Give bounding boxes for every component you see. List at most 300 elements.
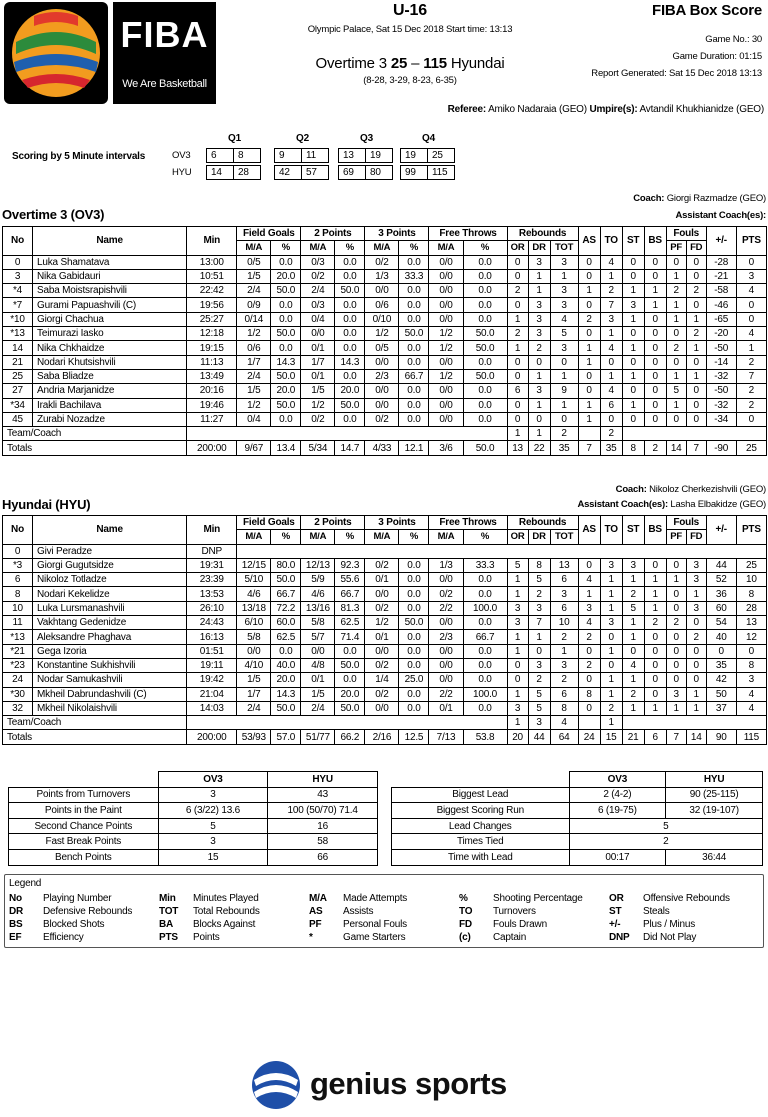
player-stat: 2 <box>550 630 578 644</box>
player-name: Nika Chkhaidze <box>33 341 187 355</box>
legend-desc: Blocks Against <box>193 919 256 930</box>
player-stat: 1/7 <box>237 355 271 369</box>
player-stat: 3 <box>528 384 550 398</box>
legend-desc: Efficiency <box>43 932 84 943</box>
player-stat: 1 <box>528 269 550 283</box>
team-coach-empty <box>578 716 600 730</box>
player-row <box>3 398 767 412</box>
player-stat: 13:53 <box>187 587 237 601</box>
totals-stat: -90 <box>706 441 736 455</box>
player-stat: 24:43 <box>187 616 237 630</box>
player-stat: 71.4 <box>335 630 365 644</box>
player-stat: 0.0 <box>399 558 429 572</box>
legend-abbr: % <box>459 893 468 904</box>
totals-stat: 3/6 <box>429 441 463 455</box>
player-stat: 2 <box>736 355 766 369</box>
player-number: *34 <box>3 398 33 412</box>
legend-title: Legend <box>9 878 42 889</box>
player-stat: 0.0 <box>399 644 429 658</box>
col-subheader-pct: % <box>399 241 429 255</box>
player-stat: 0 <box>666 255 686 269</box>
player-number: *7 <box>3 298 33 312</box>
player-stat: 0/2 <box>365 412 399 426</box>
player-stat: 0 <box>600 630 622 644</box>
player-stat: 0 <box>644 398 666 412</box>
player-row <box>3 573 767 587</box>
player-stat: 100.0 <box>463 687 507 701</box>
player-stat: 5 <box>528 573 550 587</box>
player-stat: 3 <box>600 616 622 630</box>
player-stat: 0.0 <box>399 412 429 426</box>
col-header-name: Name <box>33 516 187 545</box>
player-stat: 8 <box>550 701 578 715</box>
col-subheader-fd: FD <box>686 530 706 544</box>
player-stat: 3 <box>550 255 578 269</box>
player-stat: 5 <box>507 558 528 572</box>
totals-stat: 51/77 <box>301 730 335 744</box>
player-stat: 4/8 <box>301 658 335 672</box>
team2-coach-label: Coach: <box>615 484 647 495</box>
player-stat: 0 <box>644 673 666 687</box>
player-stat: 3 <box>550 298 578 312</box>
col-subheader-pct: % <box>399 530 429 544</box>
col-header-no: No <box>3 227 33 256</box>
player-stat: 5 <box>528 701 550 715</box>
col-header-field-goals: Field Goals <box>237 227 301 241</box>
player-stat: 0/0 <box>237 644 271 658</box>
player-stat: 2/4 <box>301 701 335 715</box>
summary-label: Bench Points <box>9 849 159 865</box>
referee-label: Referee: <box>447 104 487 115</box>
col-header-min: Min <box>187 516 237 545</box>
player-name: Nika Gabidauri <box>33 269 187 283</box>
player-stat: 1 <box>622 312 644 326</box>
player-stat: 25.0 <box>399 673 429 687</box>
player-stat: 1 <box>600 573 622 587</box>
player-number: *13 <box>3 327 33 341</box>
player-stat: 0/1 <box>301 341 335 355</box>
player-stat: 0/2 <box>301 412 335 426</box>
summary-label: Points in the Paint <box>9 803 159 819</box>
officials <box>448 104 764 115</box>
team2-coach-name: Nikoloz Cherkezishvili (GEO) <box>649 484 766 495</box>
player-number: 8 <box>3 587 33 601</box>
player-stat: 50.0 <box>271 398 301 412</box>
player-name: Nikoloz Totladze <box>33 573 187 587</box>
interval-score-cell: 115 <box>427 165 455 180</box>
final-score <box>220 55 600 72</box>
player-stat: 2/4 <box>237 369 271 383</box>
player-stat: 0/1 <box>365 573 399 587</box>
player-stat: 0.0 <box>399 355 429 369</box>
player-stat: 0.0 <box>463 587 507 601</box>
player-stat: 0.0 <box>463 701 507 715</box>
legend-desc: Did Not Play <box>643 932 697 943</box>
player-row <box>3 644 767 658</box>
col-header-2-points: 2 Points <box>301 516 365 530</box>
player-stat: 5 <box>528 687 550 701</box>
interval-score-cell: 25 <box>427 148 455 163</box>
player-stat: 1 <box>622 341 644 355</box>
summary-value: 6 (3/22) 13.6 <box>158 803 268 819</box>
player-stat: 0 <box>622 412 644 426</box>
player-number: *23 <box>3 658 33 672</box>
player-stat: 0/0 <box>365 384 399 398</box>
player-stat: 0 <box>622 255 644 269</box>
quarter-scores: (8-28, 3-29, 8-23, 6-35) <box>363 75 457 86</box>
legend-desc: Captain <box>493 932 527 943</box>
player-stat: -21 <box>706 269 736 283</box>
player-row <box>3 601 767 615</box>
scoring-intervals-label: Scoring by 5 Minute intervals <box>12 151 146 162</box>
player-stat: 0 <box>578 701 600 715</box>
legend-desc: Made Attempts <box>343 893 408 904</box>
player-stat: 0 <box>578 369 600 383</box>
summary-value: 36:44 <box>666 849 763 865</box>
player-stat: 13:00 <box>187 255 237 269</box>
player-name: Luka Lursmanashvili <box>33 601 187 615</box>
player-stat: 2 <box>507 327 528 341</box>
competition-title: U-16 <box>393 2 427 19</box>
player-stat: 0 <box>686 398 706 412</box>
team2-assistant <box>577 499 766 510</box>
col-header-to: TO <box>600 227 622 256</box>
summary-value: 58 <box>268 834 378 850</box>
player-stat: 1/5 <box>301 687 335 701</box>
player-stat: 1 <box>507 630 528 644</box>
player-stat: 0/0 <box>429 255 463 269</box>
team-coach-empty <box>622 716 766 730</box>
player-stat: 2/3 <box>365 369 399 383</box>
summary-value: 16 <box>268 818 378 834</box>
summary-label: Biggest Scoring Run <box>392 803 570 819</box>
player-stat: 0.0 <box>399 701 429 715</box>
player-stat: 0/1 <box>301 673 335 687</box>
player-stat: 2 <box>578 312 600 326</box>
player-stat: 0.0 <box>463 616 507 630</box>
summary-value: 3 <box>158 834 268 850</box>
team1-assistant-label: Assistant Coach(es): <box>675 210 766 221</box>
player-stat: 20.0 <box>271 673 301 687</box>
player-stat: 20.0 <box>335 687 365 701</box>
summary-value: 3 <box>158 787 268 803</box>
player-stat: 1/2 <box>365 327 399 341</box>
player-stat: 2 <box>550 673 578 687</box>
player-stat: 0/2 <box>429 587 463 601</box>
fiba-logo-text: FIBA <box>120 14 209 55</box>
player-number: *13 <box>3 630 33 644</box>
legend-item <box>9 893 111 904</box>
player-stat: 0/0 <box>429 269 463 283</box>
player-stat: 3 <box>622 298 644 312</box>
player-stat: 0 <box>666 601 686 615</box>
player-stat: 92.3 <box>335 558 365 572</box>
player-stat: 1 <box>507 644 528 658</box>
player-row <box>3 673 767 687</box>
col-header-fouls: Fouls <box>666 516 706 530</box>
referee-name: Amiko Nadaraia (GEO) <box>488 104 587 115</box>
player-stat: 1/2 <box>429 369 463 383</box>
player-stat: 0 <box>686 355 706 369</box>
summary-row <box>9 803 378 819</box>
player-name: Giorgi Chachua <box>33 312 187 326</box>
totals-stat: 24 <box>578 730 600 744</box>
team-coach-stat: 4 <box>550 716 578 730</box>
player-stat: 4 <box>600 384 622 398</box>
player-stat: 8 <box>528 558 550 572</box>
legend-desc: Game Starters <box>343 932 406 943</box>
team-coach-label: Team/Coach <box>3 716 187 730</box>
col-subheader-pct: % <box>335 241 365 255</box>
player-stat: 1 <box>622 573 644 587</box>
player-stat: 2 <box>600 701 622 715</box>
player-stat: 50.0 <box>463 341 507 355</box>
col-header-2-points: 2 Points <box>301 227 365 241</box>
legend-abbr: No <box>9 893 22 904</box>
player-stat: 13/16 <box>301 601 335 615</box>
player-stat: 1 <box>622 616 644 630</box>
player-stat: 0 <box>507 658 528 672</box>
away-score: 115 <box>423 55 447 72</box>
col-subheader-ma: M/A <box>237 530 271 544</box>
team1-coach <box>633 193 766 204</box>
player-stat: 2 <box>528 341 550 355</box>
summary-value: 00:17 <box>569 849 666 865</box>
totals-stat: 6 <box>644 730 666 744</box>
player-stat: 5/8 <box>301 616 335 630</box>
player-stat: 1 <box>550 369 578 383</box>
player-stat: 1 <box>578 587 600 601</box>
player-stat: 1 <box>644 284 666 298</box>
interval-score-cell: 28 <box>233 165 261 180</box>
player-stat: 1/5 <box>301 384 335 398</box>
player-stat: 4 <box>736 687 766 701</box>
summary-value: 5 <box>158 818 268 834</box>
player-stat: 5/8 <box>237 630 271 644</box>
player-stat: 0.0 <box>463 269 507 283</box>
player-stat: 0.0 <box>271 412 301 426</box>
player-stat: 1/2 <box>429 341 463 355</box>
player-stat: 2/2 <box>429 601 463 615</box>
player-stat: 12:18 <box>187 327 237 341</box>
player-row <box>3 384 767 398</box>
player-stat: 0/0 <box>365 587 399 601</box>
totals-stat: 12.1 <box>399 441 429 455</box>
summary-value: 43 <box>268 787 378 803</box>
player-stat: 1 <box>666 269 686 283</box>
summary-label: Fast Break Points <box>9 834 159 850</box>
player-stat: 2 <box>686 327 706 341</box>
team1-assistant <box>676 210 767 221</box>
summary-row <box>392 834 763 850</box>
player-stat: 0 <box>507 369 528 383</box>
totals-row <box>3 730 767 744</box>
interval-score-cell: 11 <box>301 148 329 163</box>
player-number: 24 <box>3 673 33 687</box>
legend-desc: Blocked Shots <box>43 919 105 930</box>
team2-title: Hyundai (HYU) <box>2 497 91 512</box>
totals-stat: 14.7 <box>335 441 365 455</box>
team-coach-label: Team/Coach <box>3 427 187 441</box>
totals-stat: 4/33 <box>365 441 399 455</box>
player-stat: 0 <box>578 255 600 269</box>
player-stat: 1 <box>578 284 600 298</box>
player-stat: 19:31 <box>187 558 237 572</box>
col-header-pts: PTS <box>736 516 766 545</box>
player-stat: 19:15 <box>187 341 237 355</box>
player-stat: 0 <box>578 298 600 312</box>
player-stat: 80.0 <box>271 558 301 572</box>
player-stat: 66.7 <box>335 587 365 601</box>
player-stat: 1 <box>686 312 706 326</box>
player-stat: 0 <box>578 327 600 341</box>
legend-abbr: * <box>309 932 313 943</box>
player-stat: 6 <box>550 573 578 587</box>
player-stat: 10 <box>550 616 578 630</box>
player-stat: 0 <box>507 412 528 426</box>
player-stat: 11:27 <box>187 412 237 426</box>
player-stat: 9 <box>550 384 578 398</box>
player-stat: 5/9 <box>301 573 335 587</box>
player-stat: 2 <box>736 398 766 412</box>
player-stat: 1 <box>600 587 622 601</box>
player-stat: 6 <box>550 687 578 701</box>
player-stat: 0 <box>644 384 666 398</box>
totals-stat: 50.0 <box>463 441 507 455</box>
col-header-plus-minus: +/- <box>706 516 736 545</box>
summary-row <box>9 818 378 834</box>
player-stat: 0 <box>644 658 666 672</box>
col-header-3-points: 3 Points <box>365 227 429 241</box>
summary-label: Lead Changes <box>392 818 570 834</box>
player-stat: 4/10 <box>237 658 271 672</box>
player-stat: 0 <box>666 673 686 687</box>
player-stat: 2 <box>528 587 550 601</box>
player-stat: 1 <box>550 644 578 658</box>
legend-desc: Assists <box>343 906 374 917</box>
legend-abbr: AS <box>309 906 323 917</box>
player-stat: 0 <box>600 412 622 426</box>
legend-item <box>609 932 696 943</box>
player-stat: 5 <box>666 384 686 398</box>
player-number: 3 <box>3 269 33 283</box>
player-stat: -14 <box>706 355 736 369</box>
player-name: Saba Moistsrapishvili <box>33 284 187 298</box>
player-number: 21 <box>3 355 33 369</box>
player-stat: 0/6 <box>237 341 271 355</box>
player-stat: 0.0 <box>399 255 429 269</box>
venue-line: Olympic Palace, Sat 15 Dec 2018 Start time: 13:13 <box>307 24 513 35</box>
col-subheader-ma: M/A <box>301 241 335 255</box>
summary-row <box>392 803 763 819</box>
totals-stat: 22 <box>528 441 550 455</box>
player-stat: 0/0 <box>429 412 463 426</box>
legend-desc: Minutes Played <box>193 893 259 904</box>
player-stat: 0/0 <box>429 616 463 630</box>
player-stat: 0/0 <box>365 355 399 369</box>
player-stat: 1 <box>550 398 578 412</box>
player-stat: 0 <box>666 327 686 341</box>
player-stat: 0.0 <box>271 341 301 355</box>
player-name: Nodari Kekelidze <box>33 587 187 601</box>
legend <box>4 874 764 948</box>
interval-score-cell: 80 <box>365 165 393 180</box>
player-stat: 60.0 <box>271 616 301 630</box>
player-stat: 50.0 <box>271 369 301 383</box>
player-stat: 0.0 <box>335 255 365 269</box>
legend-abbr: ST <box>609 906 622 917</box>
player-stat: 1/3 <box>365 269 399 283</box>
player-stat: 20:16 <box>187 384 237 398</box>
player-stat: -32 <box>706 369 736 383</box>
player-stat: 2 <box>622 587 644 601</box>
legend-abbr: Min <box>159 893 176 904</box>
player-number: 45 <box>3 412 33 426</box>
player-stat: 0/0 <box>429 284 463 298</box>
player-number: 11 <box>3 616 33 630</box>
quarter-label: Q1 <box>228 133 241 144</box>
player-stat: 0.0 <box>271 255 301 269</box>
col-header-bs: BS <box>644 227 666 256</box>
player-stat: 4 <box>736 701 766 715</box>
interval-score-cell: 14 <box>206 165 234 180</box>
player-name: Saba Bliadze <box>33 369 187 383</box>
summary-value: 32 (19-107) <box>666 803 763 819</box>
interval-score-cell: 19 <box>365 148 393 163</box>
summary-row <box>392 787 763 803</box>
col-header-3-points: 3 Points <box>365 516 429 530</box>
player-stat: 0.0 <box>271 644 301 658</box>
player-number: 0 <box>3 544 33 558</box>
summary-header: OV3 <box>569 772 666 788</box>
totals-stat: 7 <box>666 730 686 744</box>
team-coach-row <box>3 427 767 441</box>
player-stat: 66.7 <box>399 369 429 383</box>
player-stat: 0.0 <box>335 327 365 341</box>
col-header-as: AS <box>578 516 600 545</box>
player-stat: 0/2 <box>365 558 399 572</box>
team-coach-stat: 1 <box>507 427 528 441</box>
away-team: Hyundai <box>450 55 505 72</box>
player-stat: 0 <box>644 269 666 283</box>
player-stat: 0/2 <box>365 255 399 269</box>
player-stat: 0/0 <box>301 644 335 658</box>
totals-stat: 7 <box>578 441 600 455</box>
player-stat: 0 <box>507 298 528 312</box>
player-stat: 33.3 <box>399 269 429 283</box>
player-stat: 0/0 <box>301 327 335 341</box>
legend-desc: Fouls Drawn <box>493 919 547 930</box>
player-stat: 0 <box>686 255 706 269</box>
summary-value: 2 <box>569 834 762 850</box>
col-subheader-pf: PF <box>666 241 686 255</box>
legend-desc: Total Rebounds <box>193 906 260 917</box>
player-name: Zurabi Nozadze <box>33 412 187 426</box>
interval-score-cell: 6 <box>206 148 234 163</box>
player-stat: 0.0 <box>399 341 429 355</box>
summary-value: 5 <box>569 818 762 834</box>
legend-abbr: M/A <box>309 893 327 904</box>
player-stat: 3 <box>528 312 550 326</box>
player-stat: 1 <box>686 687 706 701</box>
player-stat: 19:46 <box>187 398 237 412</box>
player-stat: 1 <box>666 398 686 412</box>
player-stat: 0.0 <box>335 644 365 658</box>
player-stat: 0 <box>686 616 706 630</box>
player-stat: 2 <box>644 616 666 630</box>
player-stat: 0.0 <box>463 673 507 687</box>
player-stat: 0 <box>550 355 578 369</box>
